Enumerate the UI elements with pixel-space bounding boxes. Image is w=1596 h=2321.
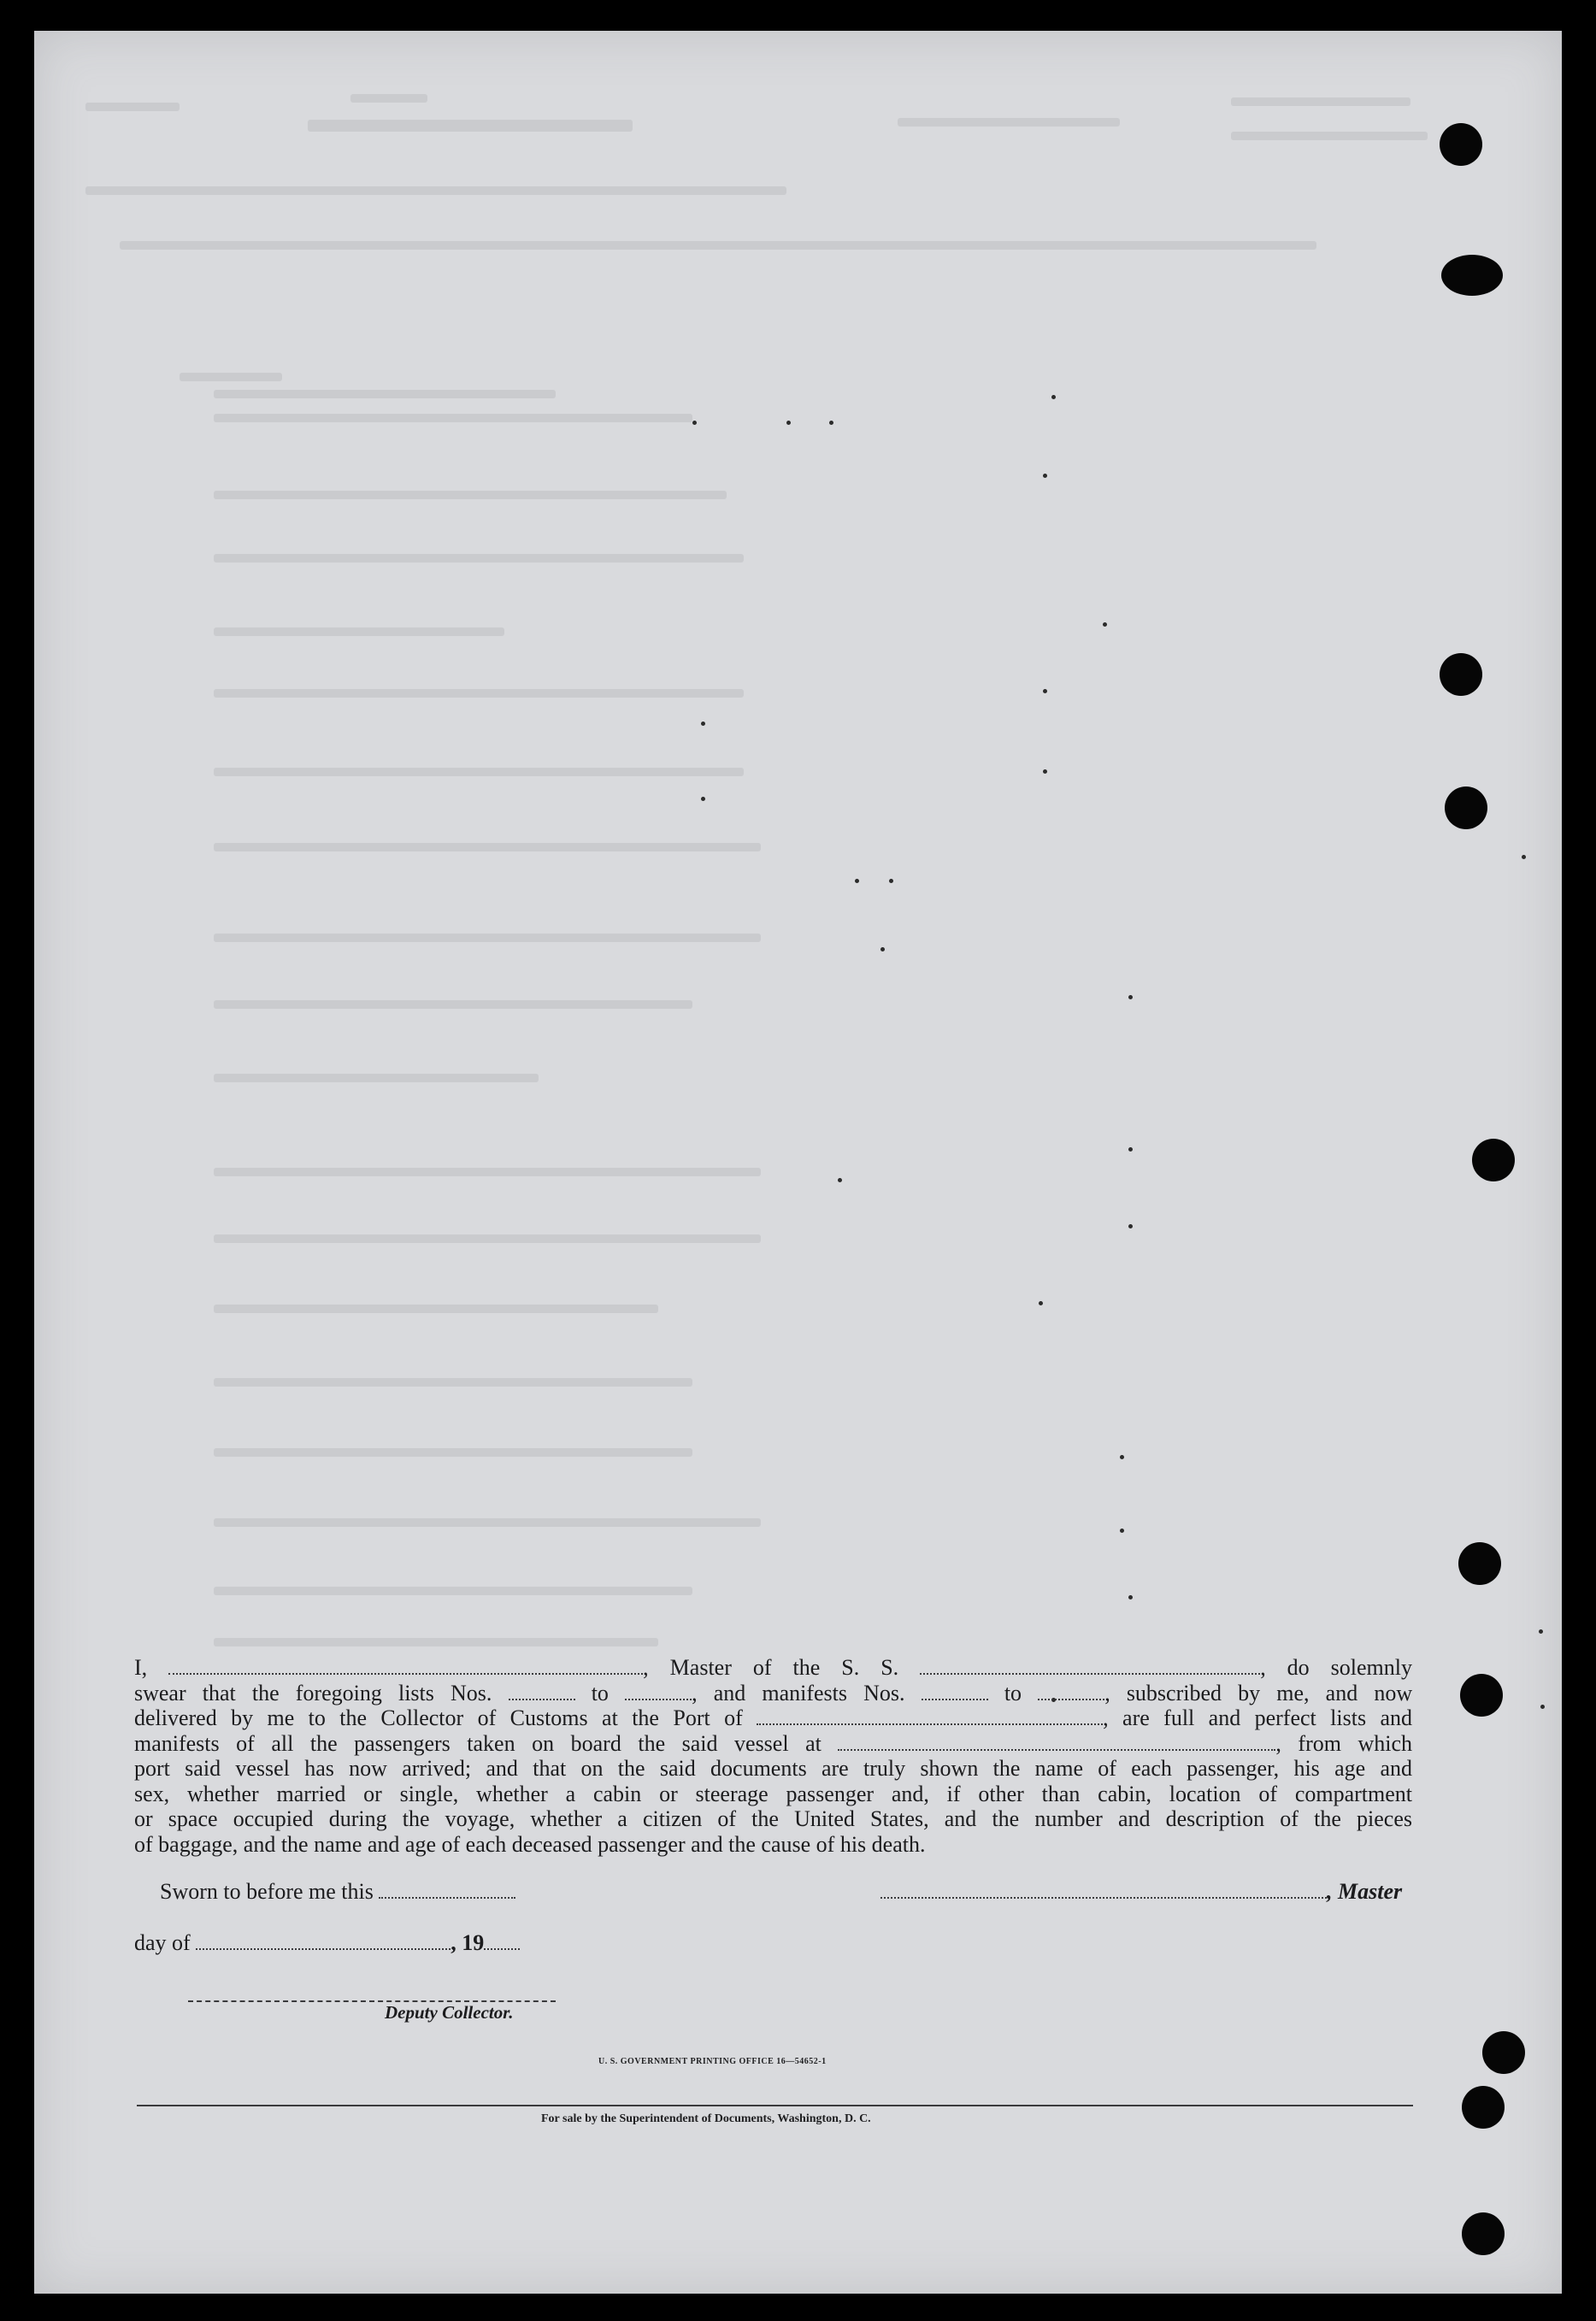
scan-speck <box>1043 689 1047 693</box>
oath-line-4 <box>134 1731 1412 1757</box>
list-from-blank[interactable] <box>509 1682 575 1700</box>
oath-line-6: sex, whether married or single, whether a cabin or steerage passenger and, if other than cabin, location of compartment <box>134 1781 1412 1806</box>
bleed-through-mark <box>214 1448 692 1457</box>
bleed-through-mark <box>214 843 761 851</box>
master-signature-line <box>880 1879 1402 1905</box>
deputy-collector-label <box>385 2002 514 2024</box>
oath-text: , and manifests Nos. <box>692 1680 905 1705</box>
master-oath-paragraph <box>134 1655 1412 1857</box>
footer-rule <box>137 2105 1413 2106</box>
day-of-label: day of <box>134 1930 191 1955</box>
scan-speck <box>1043 474 1047 478</box>
punch-hole <box>1440 653 1482 696</box>
scan-speck <box>786 421 791 425</box>
master-label: , Master <box>1327 1879 1403 1904</box>
scan-speck <box>1128 995 1133 999</box>
oath-line-8: of baggage, and the name and age of each deceased passenger and the cause of his death. <box>134 1831 926 1857</box>
scan-speck <box>855 879 859 883</box>
punch-hole <box>1462 2212 1505 2255</box>
scan-speck <box>1128 1595 1133 1599</box>
scan-speck <box>880 947 885 951</box>
punch-hole <box>1445 786 1487 829</box>
scan-speck <box>1540 1705 1545 1709</box>
oath-line-7: or space occupied during the voyage, whether a citizen of the United States, and the number and description of the pieces <box>134 1806 1412 1831</box>
scan-speck <box>1522 855 1526 859</box>
scan-speck <box>701 797 705 801</box>
document-page <box>34 31 1562 2294</box>
sworn-date-blank[interactable] <box>379 1880 515 1899</box>
bleed-through-mark <box>1231 132 1428 140</box>
scan-speck <box>1120 1455 1124 1459</box>
bleed-through-mark <box>350 94 427 103</box>
oath-text: I, <box>134 1655 148 1680</box>
oath-text: , from which <box>1275 1730 1413 1756</box>
bleed-through-mark <box>1231 97 1410 106</box>
bleed-through-mark <box>214 1518 761 1527</box>
bleed-through-mark <box>85 103 180 111</box>
scan-speck <box>692 421 697 425</box>
year-label: , 19 <box>451 1930 485 1955</box>
scan-speck <box>838 1178 842 1182</box>
scan-speck <box>1128 1224 1133 1228</box>
punch-hole <box>1472 1139 1515 1181</box>
bleed-through-mark <box>214 768 744 776</box>
punch-hole <box>1440 123 1482 166</box>
master-signature-blank[interactable] <box>880 1880 1327 1899</box>
bleed-through-mark <box>214 627 504 636</box>
manifest-from-blank[interactable] <box>922 1682 988 1700</box>
port-blank[interactable] <box>757 1706 1103 1725</box>
master-name-blank[interactable] <box>168 1656 643 1675</box>
oath-text: , are full and perfect lists and <box>1103 1705 1412 1730</box>
bleed-through-mark <box>214 1305 658 1313</box>
scan-speck <box>1128 1147 1133 1152</box>
oath-text: , subscribed by me, and now <box>1104 1680 1413 1705</box>
manifest-to-blank[interactable] <box>1038 1682 1104 1700</box>
bleed-through-mark <box>120 241 1316 250</box>
day-of-line <box>134 1930 520 1956</box>
punch-hole <box>1458 1542 1501 1585</box>
oath-text: manifests of all the passengers taken on board the said vessel at <box>134 1730 822 1756</box>
list-to-blank[interactable] <box>625 1682 692 1700</box>
bleed-through-mark <box>214 414 692 422</box>
bleed-through-mark <box>214 1234 761 1243</box>
bleed-through-mark <box>85 186 786 195</box>
departure-port-blank[interactable] <box>838 1732 1275 1751</box>
scan-speck <box>1120 1529 1124 1533</box>
oath-line-5: port said vessel has now arrived; and that on the said documents are truly shown the name of each passenger, his age and <box>134 1756 1412 1781</box>
oath-line-1 <box>134 1655 1412 1681</box>
bleed-through-mark <box>214 1587 692 1595</box>
bleed-through-mark <box>214 1638 658 1646</box>
punch-hole <box>1462 2086 1505 2129</box>
scan-speck <box>1039 1301 1043 1305</box>
bleed-through-mark <box>214 934 761 942</box>
sworn-label: Sworn to before me this <box>160 1879 374 1904</box>
scan-speck <box>1043 769 1047 774</box>
bleed-through-mark <box>898 118 1120 127</box>
oath-text: , do solemnly <box>1260 1655 1413 1680</box>
bleed-through-mark <box>214 390 556 398</box>
deputy-label: Deputy Collector. <box>385 2002 514 2023</box>
oath-text: to <box>1004 1680 1022 1705</box>
oath-text: to <box>591 1680 609 1705</box>
oath-text: delivered by me to the Collector of Customs at the Port of <box>134 1705 743 1730</box>
scan-speck <box>1103 622 1107 627</box>
bleed-through-mark <box>214 1074 539 1082</box>
day-month-blank[interactable] <box>196 1931 451 1950</box>
gpo-imprint: U. S. GOVERNMENT PRINTING OFFICE 16—54652-1 <box>598 2057 827 2066</box>
scan-speck <box>1539 1629 1543 1634</box>
bleed-through-mark <box>214 1168 761 1176</box>
scan-speck <box>829 421 833 425</box>
bleed-through-mark <box>214 554 744 563</box>
punch-hole <box>1441 255 1503 296</box>
ship-name-blank[interactable] <box>920 1656 1260 1675</box>
oath-text: swear that the foregoing lists Nos. <box>134 1680 492 1705</box>
sworn-line <box>160 1879 515 1905</box>
punch-hole <box>1482 2031 1525 2074</box>
oath-line-3 <box>134 1705 1412 1731</box>
oath-line-2 <box>134 1681 1412 1706</box>
bleed-through-mark <box>214 491 727 499</box>
bleed-through-mark <box>180 373 282 381</box>
bleed-through-mark <box>214 1000 692 1009</box>
scan-speck <box>889 879 893 883</box>
oath-text: , Master of the S. S. <box>643 1655 899 1680</box>
year-blank[interactable] <box>484 1931 520 1950</box>
for-sale-notice: For sale by the Superintendent of Documents, Washington, D. C. <box>541 2112 871 2125</box>
bleed-through-mark <box>308 120 633 132</box>
bleed-through-mark <box>214 1378 692 1387</box>
scan-speck <box>701 722 705 726</box>
punch-hole <box>1460 1674 1503 1717</box>
scan-speck <box>1051 395 1056 399</box>
bleed-through-mark <box>214 689 744 698</box>
